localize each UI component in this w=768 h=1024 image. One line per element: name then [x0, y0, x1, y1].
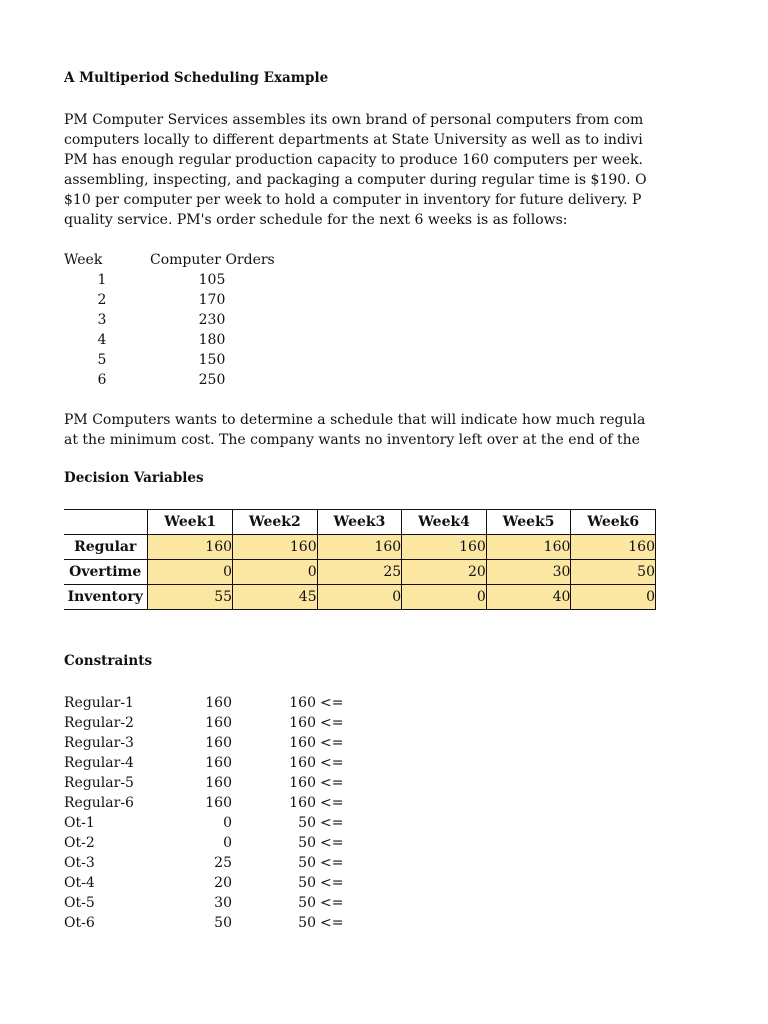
- constraint-rhs: 160: [289, 695, 316, 711]
- constraint-lhs: 160: [205, 775, 232, 791]
- constraint-name: Ot-5: [64, 895, 95, 911]
- goal-paragraph: [64, 410, 645, 450]
- orders-header: Computer Orders: [150, 252, 275, 268]
- table-cell[interactable]: 0: [571, 585, 656, 610]
- constraint-rhs: 160: [289, 795, 316, 811]
- constraint-name: Regular-3: [64, 735, 134, 751]
- week-number: 6: [97, 372, 107, 388]
- constraint-rhs: 160: [289, 775, 316, 791]
- constraints-heading: Constraints: [64, 653, 153, 669]
- constraint-relation: <=: [320, 815, 344, 831]
- intro-paragraph: [64, 110, 647, 230]
- intro-line: quality service. PM's order schedule for the next 6 weeks is as follows:: [64, 212, 568, 228]
- week-number: 5: [97, 352, 107, 368]
- column-header-week1: Week1: [148, 510, 233, 535]
- constraint-rhs: 50: [298, 915, 316, 931]
- row-header-regular: Regular: [64, 535, 148, 560]
- constraint-name: Regular-2: [64, 715, 134, 731]
- constraint-row: [64, 853, 394, 873]
- document-title: A Multiperiod Scheduling Example: [64, 70, 329, 86]
- document-page: [64, 0, 658, 1024]
- constraint-rhs: 50: [298, 875, 316, 891]
- constraint-lhs: 160: [205, 755, 232, 771]
- constraint-name: Regular-6: [64, 795, 134, 811]
- week-number: 1: [97, 272, 107, 288]
- constraint-row: [64, 893, 394, 913]
- constraint-relation: <=: [320, 835, 344, 851]
- order-count: 230: [198, 312, 226, 328]
- table-cell[interactable]: 160: [317, 535, 402, 560]
- table-cell[interactable]: 160: [233, 535, 318, 560]
- decision-variables-heading: Decision Variables: [64, 470, 204, 486]
- constraint-lhs: 160: [205, 735, 232, 751]
- constraint-relation: <=: [320, 875, 344, 891]
- constraint-lhs: 160: [205, 695, 232, 711]
- goal-line: PM Computers wants to determine a schedule that will indicate how much regula: [64, 412, 646, 428]
- intro-line: assembling, inspecting, and packaging a computer during regular time is $190. O: [64, 172, 647, 188]
- constraint-lhs: 20: [214, 875, 232, 891]
- constraint-relation: <=: [320, 755, 344, 771]
- order-count: 150: [198, 352, 226, 368]
- table-cell[interactable]: 160: [402, 535, 487, 560]
- constraint-row: [64, 873, 394, 893]
- order-count: 250: [198, 372, 226, 388]
- constraint-rhs: 160: [289, 755, 316, 771]
- constraint-lhs: 25: [214, 855, 232, 871]
- constraint-rhs: 50: [298, 815, 316, 831]
- row-header-overtime: Overtime: [64, 560, 148, 585]
- constraint-name: Ot-3: [64, 855, 95, 871]
- constraint-name: Regular-4: [64, 755, 134, 771]
- constraint-row: [64, 753, 394, 773]
- order-count: 170: [198, 292, 226, 308]
- week-number: 3: [97, 312, 107, 328]
- constraint-rhs: 160: [289, 735, 316, 751]
- table-cell[interactable]: 0: [233, 560, 318, 585]
- table-row-inventory: [64, 585, 656, 610]
- table-row-regular: [64, 535, 656, 560]
- constraint-row: [64, 693, 394, 713]
- decision-variables-table: [64, 509, 656, 610]
- week-number: 4: [97, 332, 107, 348]
- week-header: Week: [64, 252, 103, 268]
- table-cell[interactable]: 30: [486, 560, 571, 585]
- table-cell[interactable]: 0: [317, 585, 402, 610]
- constraint-relation: <=: [320, 695, 344, 711]
- table-cell[interactable]: 45: [233, 585, 318, 610]
- constraint-row: [64, 733, 394, 753]
- constraint-row: [64, 833, 394, 853]
- table-cell[interactable]: 160: [571, 535, 656, 560]
- constraint-row: [64, 913, 394, 933]
- table-cell[interactable]: 20: [402, 560, 487, 585]
- table-cell[interactable]: 160: [486, 535, 571, 560]
- intro-line: $10 per computer per week to hold a computer in inventory for future delivery. P: [64, 192, 642, 208]
- table-corner: [64, 510, 148, 535]
- column-header-week4: Week4: [402, 510, 487, 535]
- constraint-rhs: 50: [298, 855, 316, 871]
- intro-line: computers locally to different departments at State University as well as to indivi: [64, 132, 643, 148]
- table-cell[interactable]: 160: [148, 535, 233, 560]
- constraint-name: Ot-6: [64, 915, 95, 931]
- constraint-name: Ot-4: [64, 875, 95, 891]
- constraint-lhs: 0: [223, 815, 232, 831]
- column-header-week5: Week5: [486, 510, 571, 535]
- constraint-relation: <=: [320, 735, 344, 751]
- constraint-name: Regular-5: [64, 775, 134, 791]
- constraint-relation: <=: [320, 855, 344, 871]
- constraint-relation: <=: [320, 715, 344, 731]
- constraint-rhs: 50: [298, 835, 316, 851]
- intro-line: PM has enough regular production capacity to produce 160 computers per week.: [64, 152, 643, 168]
- constraint-rhs: 50: [298, 895, 316, 911]
- week-number: 2: [97, 292, 107, 308]
- table-cell[interactable]: 40: [486, 585, 571, 610]
- constraint-rhs: 160: [289, 715, 316, 731]
- table-cell[interactable]: 50: [571, 560, 656, 585]
- constraint-row: [64, 813, 394, 833]
- table-row-overtime: [64, 560, 656, 585]
- row-header-inventory: Inventory: [64, 585, 148, 610]
- table-cell[interactable]: 25: [317, 560, 402, 585]
- constraint-name: Ot-1: [64, 815, 95, 831]
- constraint-lhs: 160: [205, 795, 232, 811]
- goal-line: at the minimum cost. The company wants no inventory left over at the end of the: [64, 432, 640, 448]
- constraint-lhs: 0: [223, 835, 232, 851]
- constraint-lhs: 30: [214, 895, 232, 911]
- table-cell[interactable]: 0: [402, 585, 487, 610]
- constraint-lhs: 160: [205, 715, 232, 731]
- table-cell[interactable]: 0: [148, 560, 233, 585]
- table-cell[interactable]: 55: [148, 585, 233, 610]
- column-header-week3: Week3: [317, 510, 402, 535]
- constraint-row: [64, 793, 394, 813]
- constraint-lhs: 50: [214, 915, 232, 931]
- constraint-relation: <=: [320, 915, 344, 931]
- column-header-week6: Week6: [571, 510, 656, 535]
- order-count: 180: [198, 332, 226, 348]
- table-header-row: [64, 510, 656, 535]
- intro-line: PM Computer Services assembles its own brand of personal computers from com: [64, 112, 644, 128]
- constraint-row: [64, 773, 394, 793]
- constraint-relation: <=: [320, 795, 344, 811]
- constraint-row: [64, 713, 394, 733]
- constraint-name: Regular-1: [64, 695, 134, 711]
- constraint-relation: <=: [320, 775, 344, 791]
- column-header-week2: Week2: [233, 510, 318, 535]
- constraint-name: Ot-2: [64, 835, 95, 851]
- order-count: 105: [198, 272, 226, 288]
- constraint-relation: <=: [320, 895, 344, 911]
